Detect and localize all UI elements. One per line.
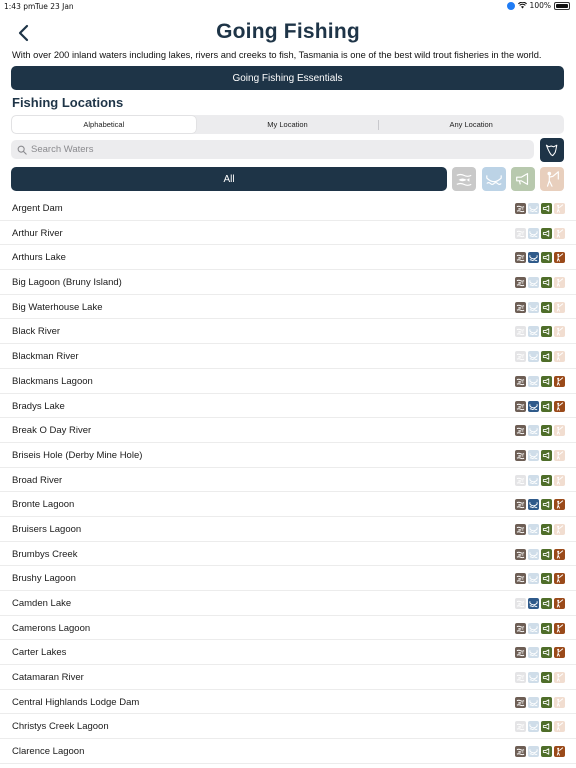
lake-icon [528, 721, 539, 732]
megaphone-icon [541, 376, 552, 387]
location-row[interactable] [0, 295, 576, 320]
location-type-icons [515, 549, 565, 560]
lake-icon [528, 697, 539, 708]
megaphone-icon [541, 697, 552, 708]
filter-angler-button[interactable] [540, 167, 564, 191]
location-name: Christys Creek Lagoon [12, 721, 109, 733]
page-title: Going Fishing [216, 20, 360, 43]
location-type-icons [515, 302, 565, 313]
location-type-icons [515, 450, 565, 461]
status-right [507, 1, 570, 10]
location-name: Arthur River [12, 227, 63, 239]
megaphone-icon [541, 450, 552, 461]
location-name: Bradys Lake [12, 400, 65, 412]
location-name: Big Waterhouse Lake [12, 301, 103, 313]
filter-river-button[interactable] [452, 167, 476, 191]
location-type-icons [515, 647, 565, 658]
river-fish-icon [515, 623, 526, 634]
river-fish-icon [515, 524, 526, 535]
megaphone-icon [541, 302, 552, 313]
search-input[interactable] [31, 144, 521, 155]
river-fish-icon [515, 573, 526, 584]
lake-icon [528, 326, 539, 337]
megaphone-icon [541, 647, 552, 658]
lake-icon [528, 376, 539, 387]
river-fish-icon [515, 401, 526, 412]
angler-icon [554, 228, 565, 239]
location-name: Brumbys Creek [12, 548, 78, 560]
megaphone-icon [541, 401, 552, 412]
location-name: Big Lagoon (Bruny Island) [12, 277, 122, 289]
sort-segmented-control [11, 115, 564, 134]
location-row[interactable] [0, 394, 576, 419]
river-fish-icon [455, 170, 473, 188]
angler-icon [554, 721, 565, 732]
angler-icon [554, 326, 565, 337]
lake-icon [528, 746, 539, 757]
location-type-icons [515, 277, 565, 288]
angler-icon [554, 475, 565, 486]
search-bar [11, 140, 534, 159]
location-type-icons [515, 573, 565, 584]
river-fish-icon [515, 252, 526, 263]
lake-icon [528, 549, 539, 560]
location-type-icons [515, 351, 565, 362]
location-row[interactable] [0, 245, 576, 270]
segment-any-location[interactable]: Any Location [449, 120, 493, 129]
battery-percent: 100% [529, 1, 551, 10]
location-row[interactable] [0, 369, 576, 394]
location-row[interactable] [0, 616, 576, 641]
lake-icon [528, 302, 539, 313]
location-name: Arthurs Lake [12, 252, 66, 264]
river-fish-icon [515, 499, 526, 510]
location-type-icons [515, 228, 565, 239]
location-type-icons [515, 252, 565, 263]
location-type-icons [515, 203, 565, 214]
filter-megaphone-button[interactable] [511, 167, 535, 191]
location-name: Carter Lakes [12, 647, 67, 659]
angler-icon [554, 549, 565, 560]
location-type-icons [515, 721, 565, 732]
megaphone-icon [541, 252, 552, 263]
going-fishing-essentials-button[interactable]: Going Fishing Essentials [11, 66, 564, 90]
lake-icon [528, 499, 539, 510]
location-row[interactable] [0, 344, 576, 369]
search-icon [17, 145, 27, 155]
megaphone-icon [541, 573, 552, 584]
location-name: Bronte Lagoon [12, 499, 75, 511]
lake-icon [528, 647, 539, 658]
location-type-icons [515, 672, 565, 683]
tasmania-map-icon [544, 142, 560, 158]
angler-icon [554, 672, 565, 683]
status-bar [0, 0, 576, 14]
angler-icon [554, 697, 565, 708]
filter-lake-button[interactable] [482, 167, 506, 191]
location-row[interactable] [0, 739, 576, 764]
segment-alphabetical[interactable]: Alphabetical [12, 116, 196, 133]
megaphone-icon [541, 598, 552, 609]
location-name: Brushy Lagoon [12, 573, 76, 585]
angler-icon [554, 450, 565, 461]
location-type-icons [515, 499, 565, 510]
lake-icon [528, 277, 539, 288]
battery-fill [556, 4, 568, 8]
angler-icon [554, 499, 565, 510]
river-fish-icon [515, 746, 526, 757]
river-fish-icon [515, 549, 526, 560]
location-type-icons [515, 697, 565, 708]
angler-icon [554, 302, 565, 313]
megaphone-icon [541, 425, 552, 436]
location-type-icons [515, 623, 565, 634]
intro-text: With over 200 inland waters including lakes, rivers and creeks to fish, Tasmania is one of the best wild trout fisheries in the world. [12, 50, 542, 60]
location-list [0, 196, 576, 764]
segment-my-location[interactable]: My Location [196, 116, 380, 133]
location-services-icon [507, 2, 515, 10]
river-fish-icon [515, 697, 526, 708]
map-button[interactable] [540, 138, 564, 162]
location-row[interactable] [0, 468, 576, 493]
angler-icon [554, 425, 565, 436]
location-row[interactable] [0, 492, 576, 517]
location-name: Blackmans Lagoon [12, 375, 93, 387]
location-name: Break O Day River [12, 425, 92, 437]
megaphone-icon [541, 351, 552, 362]
lake-icon [528, 573, 539, 584]
river-fish-icon [515, 721, 526, 732]
location-row[interactable] [0, 690, 576, 715]
lake-icon [485, 170, 503, 188]
location-name: Argent Dam [12, 203, 63, 214]
river-fish-icon [515, 450, 526, 461]
angler-icon [554, 277, 565, 288]
megaphone-icon [541, 746, 552, 757]
location-row[interactable] [0, 591, 576, 616]
angler-icon [554, 252, 565, 263]
river-fish-icon [515, 425, 526, 436]
river-fish-icon [515, 326, 526, 337]
location-type-icons [515, 524, 565, 535]
lake-icon [528, 672, 539, 683]
lake-icon [528, 203, 539, 214]
location-row[interactable] [0, 418, 576, 443]
lake-icon [528, 475, 539, 486]
megaphone-icon [541, 672, 552, 683]
location-type-icons [515, 598, 565, 609]
megaphone-icon [541, 499, 552, 510]
section-title: Fishing Locations [12, 95, 124, 110]
location-row[interactable] [0, 443, 576, 468]
megaphone-icon [541, 721, 552, 732]
location-type-icons [515, 376, 565, 387]
location-row[interactable] [0, 196, 576, 221]
river-fish-icon [515, 351, 526, 362]
location-row[interactable] [0, 714, 576, 739]
location-type-icons [515, 401, 565, 412]
lake-icon [528, 450, 539, 461]
angler-icon [554, 746, 565, 757]
megaphone-icon [514, 170, 532, 188]
megaphone-icon [541, 623, 552, 634]
angler-icon [554, 351, 565, 362]
angler-icon [554, 598, 565, 609]
megaphone-icon [541, 475, 552, 486]
location-name: Clarence Lagoon [12, 746, 85, 758]
megaphone-icon [541, 549, 552, 560]
lake-icon [528, 623, 539, 634]
angler-icon [554, 647, 565, 658]
river-fish-icon [515, 302, 526, 313]
river-fish-icon [515, 228, 526, 239]
angler-icon [554, 524, 565, 535]
lake-icon [528, 228, 539, 239]
angler-icon [554, 623, 565, 634]
megaphone-icon [541, 203, 552, 214]
lake-icon [528, 252, 539, 263]
lake-icon [528, 401, 539, 412]
lake-icon [528, 598, 539, 609]
wifi-icon [518, 2, 527, 9]
filter-all-button[interactable]: All [11, 167, 447, 191]
location-name: Broad River [12, 474, 63, 486]
river-fish-icon [515, 647, 526, 658]
angler-icon [554, 203, 565, 214]
battery-icon [554, 2, 570, 10]
status-date: Tue 23 Jan [35, 2, 74, 11]
location-name: Briseis Hole (Derby Mine Hole) [12, 449, 143, 461]
megaphone-icon [541, 326, 552, 337]
river-fish-icon [515, 203, 526, 214]
megaphone-icon [541, 524, 552, 535]
location-type-icons [515, 326, 565, 337]
megaphone-icon [541, 277, 552, 288]
location-row[interactable] [0, 566, 576, 591]
location-name: Catamaran River [12, 672, 84, 684]
angler-icon [543, 170, 561, 188]
status-time: 1:43 pm [4, 2, 36, 11]
river-fish-icon [515, 598, 526, 609]
location-type-icons [515, 746, 565, 757]
location-row[interactable] [0, 270, 576, 295]
megaphone-icon [541, 228, 552, 239]
location-type-icons [515, 475, 565, 486]
river-fish-icon [515, 475, 526, 486]
lake-icon [528, 351, 539, 362]
river-fish-icon [515, 277, 526, 288]
angler-icon [554, 376, 565, 387]
lake-icon [528, 425, 539, 436]
location-name: Camden Lake [12, 598, 72, 609]
location-row[interactable] [0, 640, 576, 665]
river-fish-icon [515, 376, 526, 387]
angler-icon [554, 573, 565, 584]
lake-icon [528, 524, 539, 535]
location-name: Central Highlands Lodge Dam [12, 696, 140, 708]
river-fish-icon [515, 672, 526, 683]
location-row[interactable] [0, 517, 576, 542]
angler-icon [554, 401, 565, 412]
location-type-icons [515, 425, 565, 436]
location-name: Bruisers Lagoon [12, 523, 82, 535]
location-row[interactable] [0, 542, 576, 567]
location-row[interactable] [0, 221, 576, 246]
location-name: Black River [12, 326, 61, 338]
location-name: Camerons Lagoon [12, 622, 91, 634]
location-name: Blackman River [12, 351, 79, 363]
location-row[interactable] [0, 319, 576, 344]
location-row[interactable] [0, 665, 576, 690]
